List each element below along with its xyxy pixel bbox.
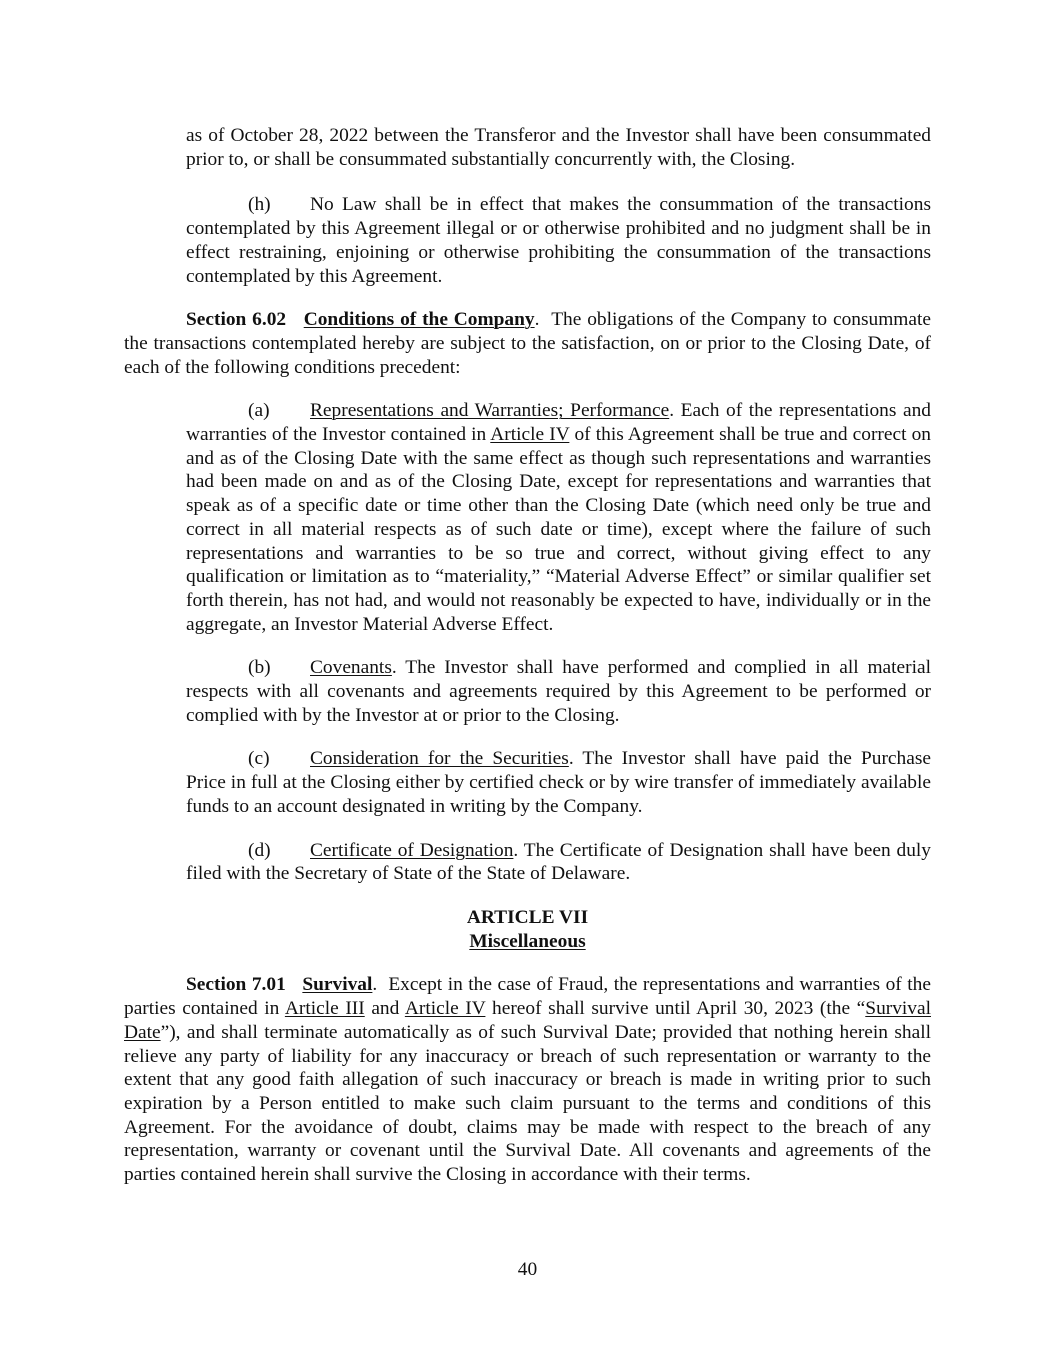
cross-reference-article-iv: Article IV	[404, 998, 486, 1020]
clause-label: (a)	[248, 400, 270, 422]
page-number: 40	[517, 1259, 538, 1280]
article-subtitle-text: Miscellaneous	[469, 930, 586, 952]
cross-reference-article-iv: Article IV	[490, 424, 570, 446]
clause-heading: Consideration for the Securities	[310, 748, 569, 770]
clause-label: (b)	[248, 657, 271, 679]
clause-heading: Covenants	[310, 657, 392, 679]
section-text: and	[364, 998, 405, 1020]
section-text: hereof shall survive until April 30, 2023 (the “	[485, 998, 866, 1020]
clause-b	[186, 656, 931, 727]
clause-text: . The Investor shall have paid the Purchase Price in full at the Closing either by certified check or by wire transfer of immediately available funds to an account designated in writing by the Company.	[186, 748, 931, 817]
section-text: ”), and shall terminate automatically as of such Survival Date; provided that nothing herein shall relieve any party of liability for any inaccuracy or breach of such representation or warranty to the extent that any good faith allegation of such inaccuracy or breach is made in writing prior to such expiration by a Person entitled to make such claim pursuant to the terms and conditions of this Agreement. For the avoidance of doubt, claims may be made with respect to the breach of any representation, warranty or covenant until the Survival Date. All covenants and agreements of the parties contained herein shall survive the Closing in accordance with their terms.	[124, 1021, 931, 1186]
clause-text: of this Agreement shall be true and correct on and as of the Closing Date with the same effect as though such representations and warranties had been made on and as of the Closing Date, except for representations and warranties that speak as of a specific date or time other than the Closing Date (which need only be true and correct in all material respects as of such date or time), except where the failure of such representations and warranties to be so true and correct, without giving effect to any qualification or limitation as to “materiality,” “Material Adverse Effect” or similar qualifier set forth therein, has not had, and would not reasonably be expected to have, individually or in the aggregate, an Investor Material Adverse Effect.	[186, 424, 931, 635]
cross-reference-article-iii: Article III	[284, 998, 365, 1020]
article-title: ARTICLE VII	[466, 906, 589, 928]
section-6-02	[124, 308, 931, 379]
clause-text: . Each of the representations and warranties of the Investor contained in	[186, 400, 931, 446]
document-page	[124, 124, 931, 1187]
clause-text: No Law shall be in effect that makes the consummation of the transactions contemplated by this Agreement illegal or or otherwise prohibited and no judgment shall be in effect restraining, enjoining or otherwise prohibiting the consummation of the transactions contemplated by this Agreement.	[186, 194, 931, 287]
section-title: Survival	[302, 974, 373, 996]
clause-label: (c)	[248, 748, 270, 770]
section-text: The obligations of the Company to consummate the transactions contemplated hereby are subject to the satisfaction, on or prior to the Closing Date, of each of the following conditions precedent:	[124, 309, 931, 378]
section-number: Section 7.01	[186, 974, 286, 996]
title-suffix: .	[372, 974, 378, 996]
section-title: Conditions of the Company	[303, 309, 535, 331]
clause-heading: Certificate of Designation	[310, 839, 514, 861]
clause-d	[186, 839, 931, 886]
clause-a	[186, 399, 931, 636]
continuation-paragraph: as of October 28, 2022 between the Transferor and the Investor shall have been consummated prior to, or shall be consummated substantially concurrently with, the Closing.	[186, 125, 931, 170]
title-suffix: .	[534, 309, 540, 331]
section-7-01	[124, 973, 931, 1186]
clause-h	[186, 193, 931, 288]
section-number: Section 6.02	[186, 309, 287, 331]
clause-label: (d)	[248, 839, 271, 861]
clause-c	[186, 747, 931, 818]
defined-term-survival-date: Survival Date	[124, 998, 931, 1043]
clause-heading: Representations and Warranties; Performance	[310, 400, 670, 422]
clause-text: . The Certificate of Designation shall have been duly filed with the Secretary of State of the State of Delaware.	[186, 839, 931, 885]
article-subtitle	[124, 930, 931, 954]
section-text: Except in the case of Fraud, the representations and warranties of the parties contained in	[124, 974, 931, 1020]
clause-text: . The Investor shall have performed and complied in all material respects with all covenants and agreements required by this Agreement to be performed or complied with by the Investor at or prior to the Closing.	[186, 657, 931, 726]
clause-label: (h)	[248, 194, 271, 216]
